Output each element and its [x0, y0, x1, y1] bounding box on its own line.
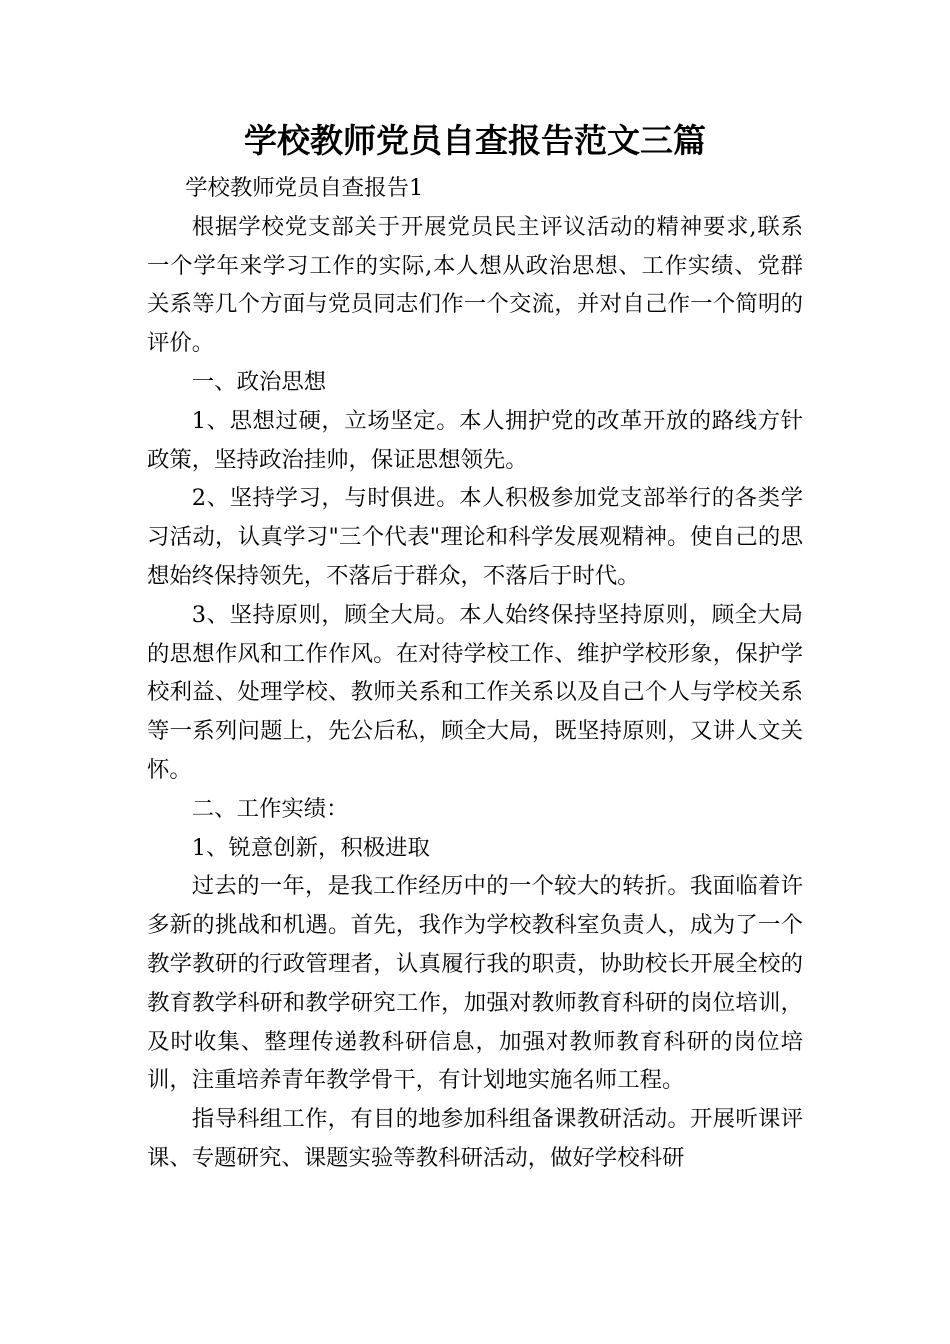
section-heading-work: 二、工作实绩： — [191, 795, 349, 822]
report-subtitle: 学校教师党员自查报告1 — [185, 175, 424, 201]
section-heading-political: 一、政治思想 — [191, 368, 327, 395]
document-title: 学校教师党员自查报告范文三篇 — [244, 121, 706, 160]
document-body — [147, 169, 803, 1178]
paragraph-work-2: 指导科组工作，有目的地参加科组备课教研活动。开展听课评课、专题研究、课题实验等教科研活动，做好学校科研 — [147, 1106, 803, 1171]
paragraph-work-1: 过去的一年，是我工作经历中的一个较大的转折。我面临着许多新的挑战和机遇。首先，我作为学校教科室负责人，成为了一个教学教研的行政管理者，认真履行我的职责，协助校长开展全校的教育教学科研和教学研究工作，加强对教师教育科研的岗位培训，及时收集、整理传递教科研信息，加强对教师教育科研的岗位培训，注重培养青年教学骨干，有计划地实施名师工程。 — [147, 873, 803, 1094]
paragraph-political-2: 2、坚持学习，与时俱进。本人积极参加党支部举行的各类学习活动，认真学习"三个代表"理论和科学发展观精神。使自己的思想始终保持领先，不落后于群众，不落后于时代。 — [147, 485, 803, 589]
paragraph-intro: 根据学校党支部关于开展党员民主评议活动的精神要求,联系一个学年来学习工作的实际,本人想从政治思想、工作实绩、党群关系等几个方面与党员同志们作一个交流，并对自己作一个简明的评价。 — [147, 213, 803, 357]
paragraph-political-1: 1、思想过硬，立场坚定。本人拥护党的改革开放的路线方针政策，坚持政治挂帅，保证思想领先。 — [147, 407, 803, 473]
subheading-innovation: 1、锐意创新，积极进取 — [191, 834, 430, 861]
paragraph-political-3: 3、坚持原则，顾全大局。本人始终保持坚持原则，顾全大局的思想作风和工作作风。在对待学校工作、维护学校形象，保护学校利益、处理学校、教师关系和工作关系以及自己个人与学校关系等一系列问题上，先公后私，顾全大局，既坚持原则，又讲人文关怀。 — [147, 601, 803, 783]
